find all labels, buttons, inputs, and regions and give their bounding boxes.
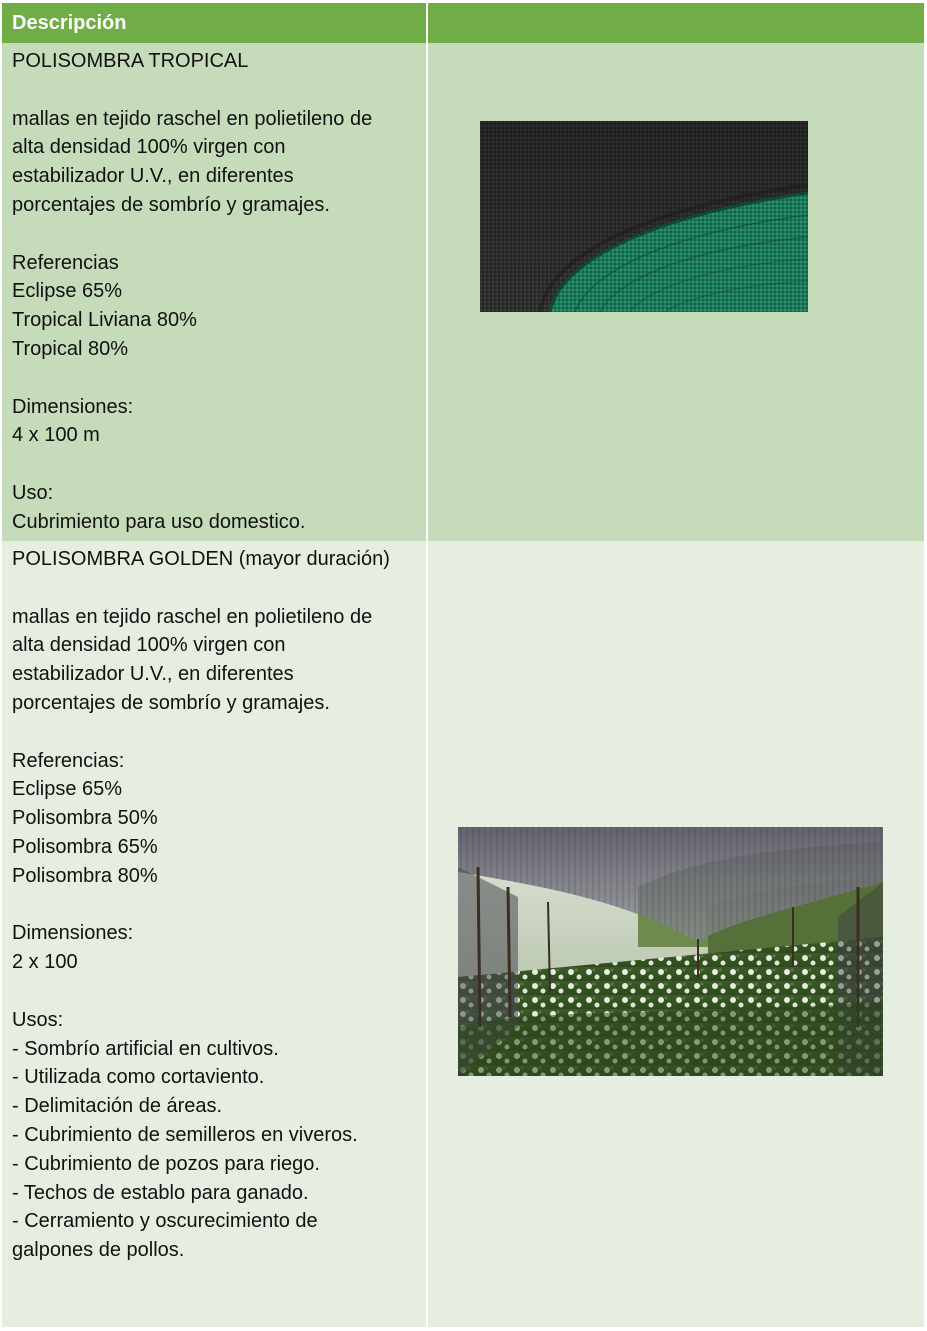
use-item: Cubrimiento para uso domestico. — [12, 510, 306, 533]
description-line: estabilizador U.V., en diferentes — [12, 663, 294, 686]
use-item: - Techos de establo para ganado. — [12, 1181, 309, 1204]
use-item: - Utilizada como cortaviento. — [12, 1066, 265, 1089]
description-line: alta densidad 100% virgen con — [12, 634, 286, 657]
dimensions-value: 2 x 100 — [12, 951, 78, 974]
blank-line — [12, 718, 426, 747]
shade-net-greenhouse-photo — [458, 827, 883, 1076]
reference-item: Eclipse 65% — [12, 778, 123, 801]
use-item: - Cerramiento y oscurecimiento de — [12, 1210, 318, 1233]
reference-item: Polisombra 80% — [12, 864, 158, 887]
product-table — [2, 3, 924, 1327]
description-line: estabilizador U.V., en diferentes — [12, 165, 294, 188]
blank-line — [12, 76, 426, 105]
description-line: mallas en tejido raschel en polietileno de — [12, 605, 373, 628]
use-item: - Cubrimiento de semilleros en viveros. — [12, 1123, 358, 1146]
use-item: - Cubrimiento de pozos para riego. — [12, 1152, 320, 1175]
description-line: porcentajes de sombrío y gramajes. — [12, 691, 330, 714]
table-header-row — [2, 3, 924, 43]
blank-line — [12, 220, 426, 249]
dimensions-label: Dimensiones: — [12, 395, 134, 418]
use-item: - Delimitación de áreas. — [12, 1095, 223, 1118]
product-text — [2, 541, 426, 1265]
references-label: Referencias: — [12, 749, 125, 772]
product-image-cell — [428, 541, 924, 1327]
dimensions-label: Dimensiones: — [12, 922, 134, 945]
reference-item: Polisombra 65% — [12, 835, 158, 858]
blank-line — [12, 891, 426, 920]
header-cell-image — [428, 3, 924, 43]
reference-item: Tropical Liviana 80% — [12, 309, 197, 332]
product-text — [2, 43, 426, 537]
product-description-cell — [2, 541, 428, 1327]
product-image-cell — [428, 43, 924, 541]
use-item: - Sombrío artificial en cultivos. — [12, 1037, 279, 1060]
product-title: POLISOMBRA GOLDEN (mayor duración) — [12, 548, 390, 570]
reference-item: Eclipse 65% — [12, 280, 123, 303]
header-cell-description — [2, 3, 428, 43]
reference-item: Tropical 80% — [12, 337, 128, 360]
description-line: porcentajes de sombrío y gramajes. — [12, 193, 330, 216]
use-item: galpones de pollos. — [12, 1239, 185, 1262]
shade-net-roll-photo — [480, 121, 808, 312]
header-description-label: Descripción — [12, 12, 127, 34]
blank-line — [12, 450, 426, 479]
blank-line — [12, 364, 426, 393]
uses-label: Uso: — [12, 481, 54, 504]
blank-line — [12, 977, 426, 1006]
dimensions-value: 4 x 100 m — [12, 424, 100, 447]
table-row — [2, 43, 924, 541]
description-line: mallas en tejido raschel en polietileno de — [12, 107, 373, 130]
references-label: Referencias — [12, 251, 119, 274]
table-row — [2, 541, 924, 1327]
blank-line — [12, 574, 426, 603]
product-description-cell — [2, 43, 428, 541]
description-line: alta densidad 100% virgen con — [12, 136, 286, 159]
uses-label: Usos: — [12, 1008, 64, 1031]
product-title: POLISOMBRA TROPICAL — [12, 50, 249, 72]
reference-item: Polisombra 50% — [12, 807, 158, 830]
